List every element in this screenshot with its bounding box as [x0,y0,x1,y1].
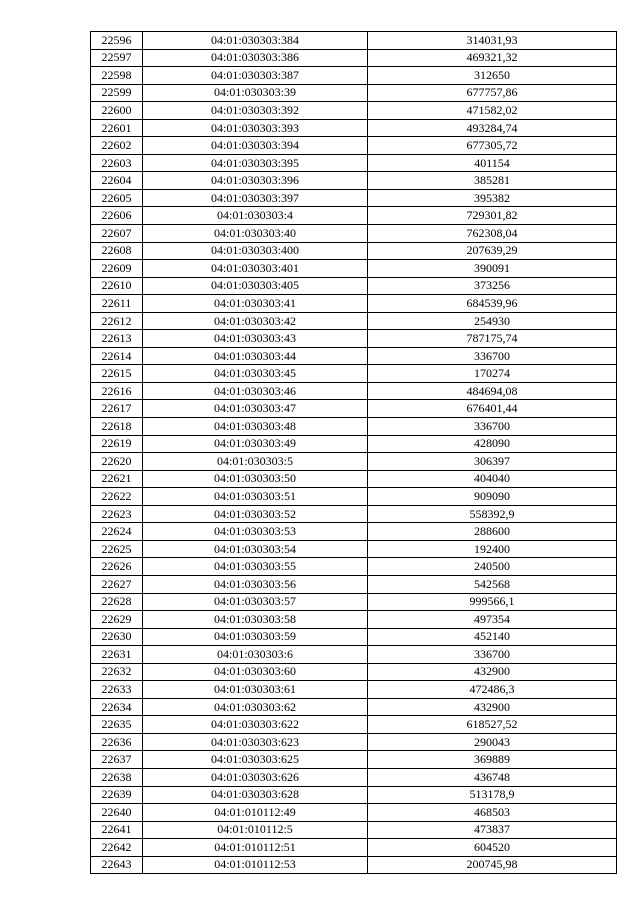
cadastral-value-cell: 909090 [368,488,617,506]
cadastral-number-cell: 04:01:030303:625 [143,751,368,769]
cadastral-value-cell: 240500 [368,558,617,576]
row-number-cell: 22604 [91,172,143,190]
row-number-cell: 22615 [91,365,143,383]
cadastral-value-cell: 404040 [368,470,617,488]
cadastral-value-cell: 497354 [368,611,617,629]
cadastral-value-cell: 618527,52 [368,716,617,734]
row-number-cell: 22598 [91,67,143,85]
cadastral-value-cell: 336700 [368,347,617,365]
row-number-cell: 22623 [91,505,143,523]
row-number-cell: 22624 [91,523,143,541]
cadastral-number-cell: 04:01:030303:46 [143,382,368,400]
table-row [91,84,617,102]
cadastral-value-cell: 513178,9 [368,786,617,804]
table-row [91,172,617,190]
table-row [91,453,617,471]
row-number-cell: 22607 [91,225,143,243]
cadastral-number-cell: 04:01:030303:622 [143,716,368,734]
table-row [91,225,617,243]
cadastral-value-cell: 471582,02 [368,102,617,120]
cadastral-number-cell: 04:01:030303:386 [143,49,368,67]
cadastral-value-cell: 729301,82 [368,207,617,225]
row-number-cell: 22617 [91,400,143,418]
cadastral-number-cell: 04:01:030303:57 [143,593,368,611]
cadastral-number-cell: 04:01:030303:626 [143,768,368,786]
cadastral-value-cell: 336700 [368,646,617,664]
cadastral-number-cell: 04:01:030303:43 [143,330,368,348]
document-page [90,31,616,874]
cadastral-number-cell: 04:01:030303:52 [143,505,368,523]
row-number-cell: 22599 [91,84,143,102]
cadastral-value-cell: 436748 [368,768,617,786]
row-number-cell: 22610 [91,277,143,295]
row-number-cell: 22643 [91,856,143,874]
cadastral-number-cell: 04:01:030303:394 [143,137,368,155]
cadastral-number-cell: 04:01:030303:44 [143,347,368,365]
cadastral-value-cell: 684539,96 [368,295,617,313]
cadastral-number-cell: 04:01:030303:6 [143,646,368,664]
table-row [91,646,617,664]
table-row [91,804,617,822]
cadastral-value-cell: 787175,74 [368,330,617,348]
cadastral-number-cell: 04:01:030303:55 [143,558,368,576]
cadastral-value-cell: 677757,86 [368,84,617,102]
cadastral-value-cell: 288600 [368,523,617,541]
cadastral-number-cell: 04:01:010112:51 [143,839,368,857]
table-row [91,49,617,67]
row-number-cell: 22620 [91,453,143,471]
row-number-cell: 22613 [91,330,143,348]
row-number-cell: 22614 [91,347,143,365]
cadastral-value-cell: 369889 [368,751,617,769]
table-row [91,67,617,85]
cadastral-number-cell: 04:01:030303:42 [143,312,368,330]
row-number-cell: 22627 [91,575,143,593]
table-row [91,260,617,278]
cadastral-number-cell: 04:01:030303:62 [143,698,368,716]
row-number-cell: 22600 [91,102,143,120]
cadastral-number-cell: 04:01:030303:41 [143,295,368,313]
row-number-cell: 22605 [91,189,143,207]
cadastral-number-cell: 04:01:030303:401 [143,260,368,278]
table-row [91,382,617,400]
table-row [91,786,617,804]
row-number-cell: 22619 [91,435,143,453]
table-row [91,523,617,541]
cadastral-value-cell: 473837 [368,821,617,839]
cadastral-value-cell: 472486,3 [368,681,617,699]
table-body [91,32,617,874]
table-row [91,207,617,225]
table-row [91,418,617,436]
cadastral-number-cell: 04:01:030303:393 [143,119,368,137]
row-number-cell: 22608 [91,242,143,260]
cadastral-number-cell: 04:01:030303:396 [143,172,368,190]
cadastral-value-cell: 493284,74 [368,119,617,137]
table-row [91,628,617,646]
row-number-cell: 22611 [91,295,143,313]
row-number-cell: 22601 [91,119,143,137]
row-number-cell: 22626 [91,558,143,576]
row-number-cell: 22629 [91,611,143,629]
cadastral-number-cell: 04:01:010112:5 [143,821,368,839]
row-number-cell: 22632 [91,663,143,681]
row-number-cell: 22641 [91,821,143,839]
cadastral-number-cell: 04:01:030303:61 [143,681,368,699]
cadastral-number-cell: 04:01:030303:39 [143,84,368,102]
cadastral-number-cell: 04:01:030303:53 [143,523,368,541]
cadastral-value-cell: 469321,32 [368,49,617,67]
cadastral-number-cell: 04:01:030303:397 [143,189,368,207]
table-row [91,470,617,488]
table-row [91,575,617,593]
row-number-cell: 22606 [91,207,143,225]
cadastral-value-cell: 254930 [368,312,617,330]
table-row [91,505,617,523]
cadastral-value-cell: 306397 [368,453,617,471]
table-row [91,540,617,558]
row-number-cell: 22636 [91,733,143,751]
cadastral-value-cell: 207639,29 [368,242,617,260]
table-row [91,119,617,137]
table-row [91,593,617,611]
row-number-cell: 22596 [91,32,143,50]
table-row [91,821,617,839]
cadastral-number-cell: 04:01:030303:45 [143,365,368,383]
cadastral-value-cell: 314031,93 [368,32,617,50]
cadastral-number-cell: 04:01:030303:405 [143,277,368,295]
row-number-cell: 22597 [91,49,143,67]
cadastral-value-cell: 192400 [368,540,617,558]
row-number-cell: 22640 [91,804,143,822]
cadastral-number-cell: 04:01:030303:50 [143,470,368,488]
cadastral-value-cell: 170274 [368,365,617,383]
table-row [91,277,617,295]
cadastral-value-cell: 484694,08 [368,382,617,400]
table-row [91,488,617,506]
cadastral-value-cell: 200745,98 [368,856,617,874]
row-number-cell: 22603 [91,154,143,172]
table-row [91,32,617,50]
table-row [91,558,617,576]
table-row [91,839,617,857]
cadastral-number-cell: 04:01:030303:395 [143,154,368,172]
cadastral-value-cell: 395382 [368,189,617,207]
table-row [91,663,617,681]
table-row [91,611,617,629]
table-row [91,733,617,751]
cadastral-number-cell: 04:01:010112:49 [143,804,368,822]
table-row [91,716,617,734]
cadastral-value-cell: 677305,72 [368,137,617,155]
row-number-cell: 22633 [91,681,143,699]
cadastral-value-cell: 390091 [368,260,617,278]
table-row [91,698,617,716]
row-number-cell: 22638 [91,768,143,786]
cadastral-number-cell: 04:01:030303:384 [143,32,368,50]
cadastral-number-cell: 04:01:030303:56 [143,575,368,593]
cadastral-value-cell: 428090 [368,435,617,453]
row-number-cell: 22622 [91,488,143,506]
cadastral-value-cell: 468503 [368,804,617,822]
cadastral-number-cell: 04:01:030303:59 [143,628,368,646]
table-row [91,330,617,348]
cadastral-number-cell: 04:01:030303:387 [143,67,368,85]
cadastral-value-cell: 401154 [368,154,617,172]
row-number-cell: 22602 [91,137,143,155]
row-number-cell: 22618 [91,418,143,436]
table-row [91,856,617,874]
cadastral-number-cell: 04:01:030303:58 [143,611,368,629]
cadastral-number-cell: 04:01:030303:623 [143,733,368,751]
table-row [91,435,617,453]
cadastral-value-cell: 432900 [368,698,617,716]
row-number-cell: 22609 [91,260,143,278]
row-number-cell: 22630 [91,628,143,646]
table-row [91,154,617,172]
cadastral-number-cell: 04:01:030303:392 [143,102,368,120]
cadastral-number-cell: 04:01:030303:51 [143,488,368,506]
cadastral-value-cell: 385281 [368,172,617,190]
cadastral-number-cell: 04:01:030303:49 [143,435,368,453]
row-number-cell: 22621 [91,470,143,488]
table-row [91,400,617,418]
cadastral-value-cell: 373256 [368,277,617,295]
row-number-cell: 22637 [91,751,143,769]
row-number-cell: 22642 [91,839,143,857]
table-row [91,365,617,383]
cadastral-number-cell: 04:01:030303:48 [143,418,368,436]
cadastral-value-cell: 452140 [368,628,617,646]
cadastral-number-cell: 04:01:030303:60 [143,663,368,681]
row-number-cell: 22639 [91,786,143,804]
table-row [91,102,617,120]
cadastral-value-cell: 676401,44 [368,400,617,418]
table-row [91,242,617,260]
cadastral-value-cell: 432900 [368,663,617,681]
cadastral-value-cell: 290043 [368,733,617,751]
table-row [91,137,617,155]
table-row [91,681,617,699]
cadastral-value-cell: 312650 [368,67,617,85]
row-number-cell: 22634 [91,698,143,716]
row-number-cell: 22616 [91,382,143,400]
row-number-cell: 22631 [91,646,143,664]
cadastral-number-cell: 04:01:030303:628 [143,786,368,804]
cadastral-value-table [90,31,617,874]
row-number-cell: 22635 [91,716,143,734]
row-number-cell: 22625 [91,540,143,558]
cadastral-value-cell: 604520 [368,839,617,857]
table-row [91,189,617,207]
table-row [91,312,617,330]
cadastral-value-cell: 999566,1 [368,593,617,611]
table-row [91,768,617,786]
cadastral-number-cell: 04:01:030303:4 [143,207,368,225]
cadastral-number-cell: 04:01:030303:40 [143,225,368,243]
cadastral-value-cell: 558392,9 [368,505,617,523]
cadastral-number-cell: 04:01:030303:400 [143,242,368,260]
cadastral-number-cell: 04:01:030303:5 [143,453,368,471]
cadastral-value-cell: 336700 [368,418,617,436]
cadastral-value-cell: 542568 [368,575,617,593]
cadastral-number-cell: 04:01:010112:53 [143,856,368,874]
table-row [91,347,617,365]
row-number-cell: 22628 [91,593,143,611]
table-row [91,295,617,313]
table-row [91,751,617,769]
row-number-cell: 22612 [91,312,143,330]
cadastral-value-cell: 762308,04 [368,225,617,243]
cadastral-number-cell: 04:01:030303:47 [143,400,368,418]
cadastral-number-cell: 04:01:030303:54 [143,540,368,558]
